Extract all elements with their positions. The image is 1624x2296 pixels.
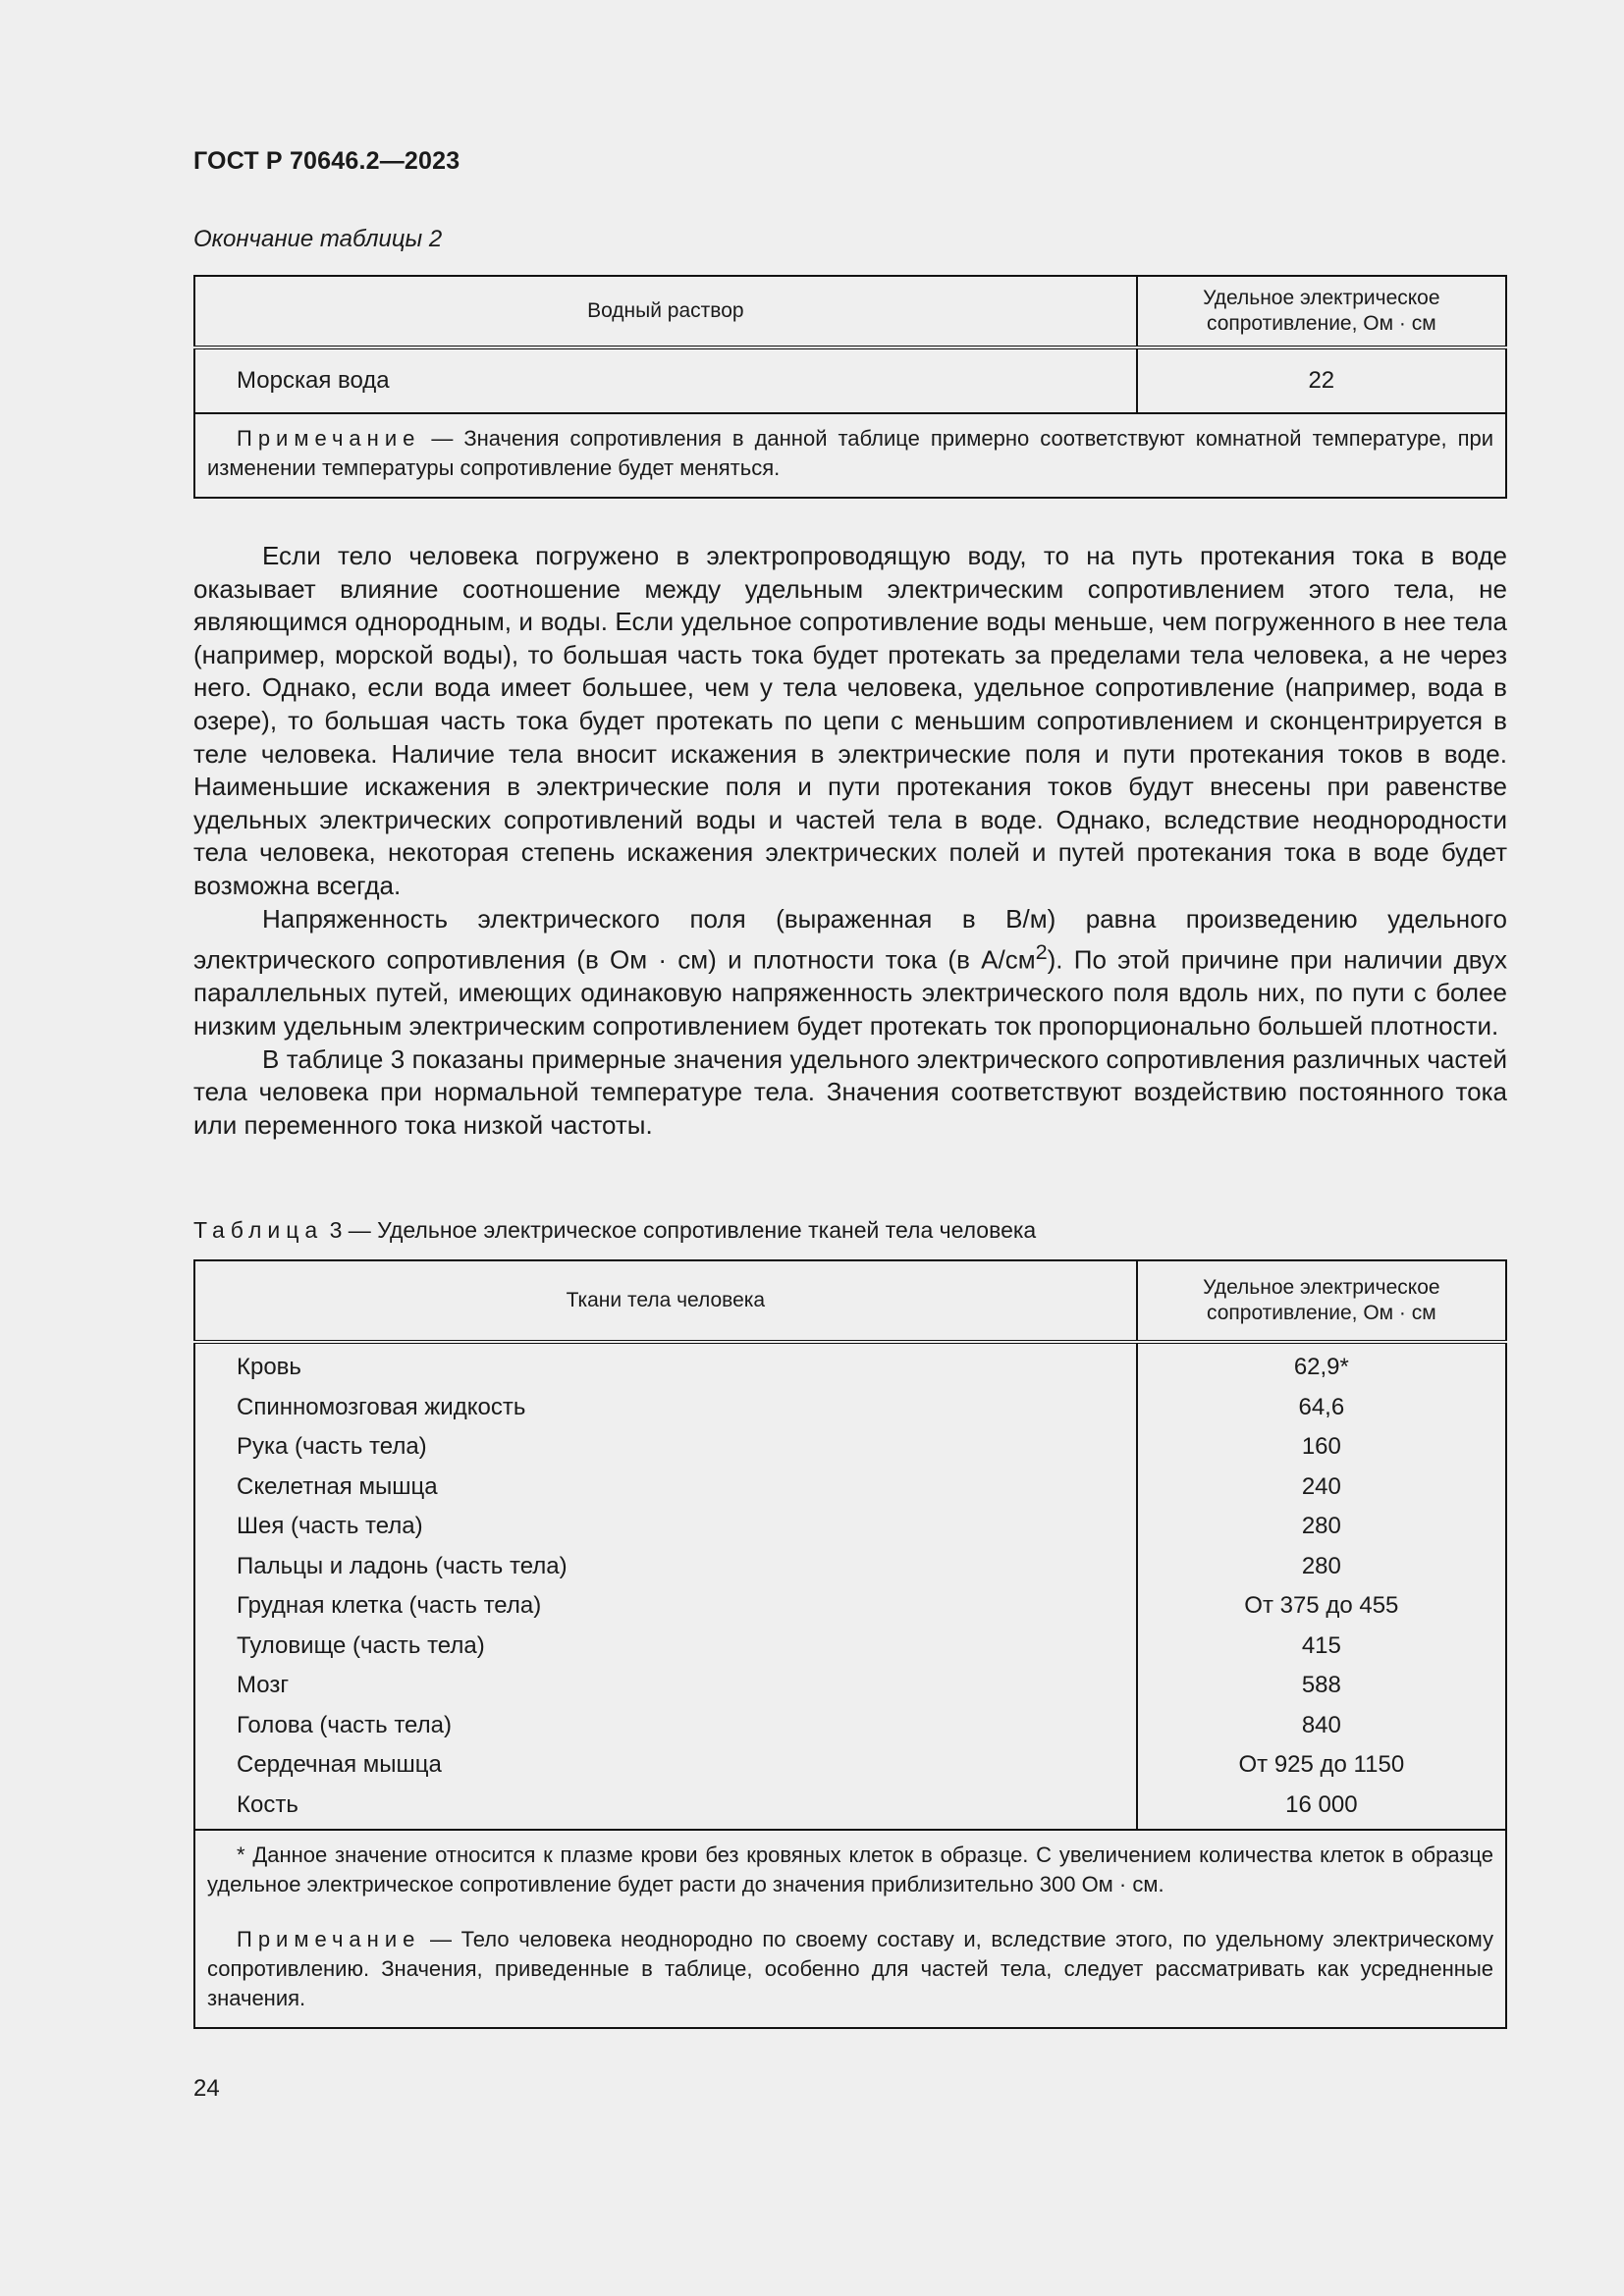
table-row (194, 1507, 1506, 1547)
table-3-cell-name: Сердечная мышца (194, 1745, 1137, 1786)
table-row (194, 1586, 1506, 1627)
table-3-cell-value: 840 (1137, 1706, 1506, 1746)
table-3-cell-value: 240 (1137, 1468, 1506, 1508)
table-3-footnote: * Данное значение относится к плазме крови без кровяных клеток в образце. С увеличением количества клеток в образце удельное электрическое сопротивление будет расти до значения приблизительно 300 Ом · см. (207, 1842, 1493, 1896)
table-3-cell-value: От 375 до 455 (1137, 1586, 1506, 1627)
note-label: Примечание (237, 426, 421, 451)
table-row (194, 1706, 1506, 1746)
table-3-cell-value: 62,9* (1137, 1342, 1506, 1388)
table-2-header-resistivity: Удельное электрическое сопротивление, Ом · см (1137, 276, 1506, 347)
table-3-cell-name: Пальцы и ладонь (часть тела) (194, 1547, 1137, 1587)
table-2-header-row (194, 276, 1506, 347)
table-3-cell-name: Мозг (194, 1666, 1137, 1706)
table-2-header-solution: Водный раствор (194, 276, 1137, 347)
table-caption-label: Таблица (193, 1217, 324, 1243)
table-3-cell-name: Туловище (часть тела) (194, 1627, 1137, 1667)
table-2-note-row (194, 413, 1506, 498)
table-3-header-row (194, 1260, 1506, 1342)
table-3-body (194, 1342, 1506, 1830)
table-3-cell-name: Голова (часть тела) (194, 1706, 1137, 1746)
table-3-cell-name: Шея (часть тела) (194, 1507, 1137, 1547)
table-row (194, 1342, 1506, 1388)
document-code: ГОСТ Р 70646.2—2023 (193, 147, 460, 175)
table-3-cell-value: 280 (1137, 1507, 1506, 1547)
table-3-cell-name: Кость (194, 1786, 1137, 1831)
table-2-note (194, 413, 1506, 498)
table-row (194, 1745, 1506, 1786)
table-3-cell-name: Рука (часть тела) (194, 1427, 1137, 1468)
table-row (194, 347, 1506, 413)
table-3-cell-value: 160 (1137, 1427, 1506, 1468)
table-row (194, 1547, 1506, 1587)
table-3-cell-value: 16 000 (1137, 1786, 1506, 1831)
table-row (194, 1627, 1506, 1667)
table-row (194, 1427, 1506, 1468)
table-3-caption (193, 1217, 1036, 1244)
table-row (194, 1786, 1506, 1831)
table-3-cell-value: 280 (1137, 1547, 1506, 1587)
paragraph-text: ). По этой причине при наличии двух параллельных путей, имеющих одинаковую напряженность электрического поля вдоль них, по пути с более низким удельным электрическим сопротивлением будет протекать ток пропорционально большей плотности. (193, 944, 1508, 1041)
table-3-header-resistivity: Удельное электрическое сопротивление, Ом · см (1137, 1260, 1506, 1342)
paragraph: В таблице 3 показаны примерные значения удельного электрического сопротивления различных частей тела человека при нормальной температуре тела. Значения соответствуют воздействию постоянного тока или переменного тока низкой частоты. (193, 1043, 1507, 1140)
note-text: — Тело человека неоднородно по своему составу и, вследствие этого, по удельному электрическому сопротивлению. Значения, приведенные в таблице, особенно для частей тела, следует рассматривать как усредненные значения. (207, 1927, 1493, 2010)
note-text: — Значения сопротивления в данной таблице примерно соответствуют комнатной температуре, при изменении температуры сопротивление будет меняться. (207, 426, 1493, 480)
paragraph: Если тело человека погружено в электропроводящую воду, то на путь протекания тока в воде оказывает влияние соотношение между удельным электрическим сопротивлением этого тела, не являющимся однородным, и воды. Если удельное сопротивление воды меньше, чем погруженного в нее тела (например, морской воды), то большая часть тока будет протекать за пределами тела человека, а не через него. Однако, если вода имеет большее, чем у тела человека, удельное сопротивление (например, вода в озере), то большая часть тока будет протекать по цепи с меньшим сопротивлением и сконцентрируется в теле человека. Наличие тела вносит искажения в электрические поля и пути протекания токов в воде. Наименьшие искажения в электрические поля и пути протекания токов будут внесены при равенстве удельных электрических сопротивлений воды и частей тела в воде. Однако, вследствие неоднородности тела человека, некоторая степень искажения электрических полей и путей протекания тока в воде будет возможна всегда. (193, 541, 1507, 900)
table-3-cell-value: 415 (1137, 1627, 1506, 1667)
table-3-cell-value: 64,6 (1137, 1388, 1506, 1428)
table-3-cell-name: Скелетная мышца (194, 1468, 1137, 1508)
table-row (194, 1666, 1506, 1706)
table-row (194, 1388, 1506, 1428)
table-row (194, 1468, 1506, 1508)
paragraph-text: Напряженность электрического поля (выраженная в В/м) равна произведению удельного электрического сопротивления (в Ом · см) и плотности тока (в А/см (193, 903, 1507, 975)
superscript: 2 (1035, 939, 1048, 965)
table-3-cell-value: 588 (1137, 1666, 1506, 1706)
table-2-cell-name: Морская вода (194, 347, 1137, 413)
table-3-notes (194, 1830, 1506, 2028)
note-label: Примечание (237, 1927, 421, 1951)
table-3-note (207, 1925, 1493, 2013)
table-3-header-tissue: Ткани тела человека (194, 1260, 1137, 1342)
table-3-note-row (194, 1830, 1506, 2028)
page-number: 24 (193, 2075, 220, 2102)
table-3 (193, 1259, 1507, 2029)
table-3-cell-name: Грудная клетка (часть тела) (194, 1586, 1137, 1627)
table-continuation-caption: Окончание таблицы 2 (193, 226, 443, 252)
table-2 (193, 275, 1507, 499)
table-3-cell-name: Спинномозговая жидкость (194, 1388, 1137, 1428)
body-text (193, 540, 1507, 1142)
table-caption-text: 3 — Удельное электрическое сопротивление тканей тела человека (323, 1217, 1037, 1243)
table-3-cell-value: От 925 до 1150 (1137, 1745, 1506, 1786)
paragraph (193, 903, 1507, 1043)
table-3-cell-name: Кровь (194, 1342, 1137, 1388)
table-2-cell-value: 22 (1137, 347, 1506, 413)
